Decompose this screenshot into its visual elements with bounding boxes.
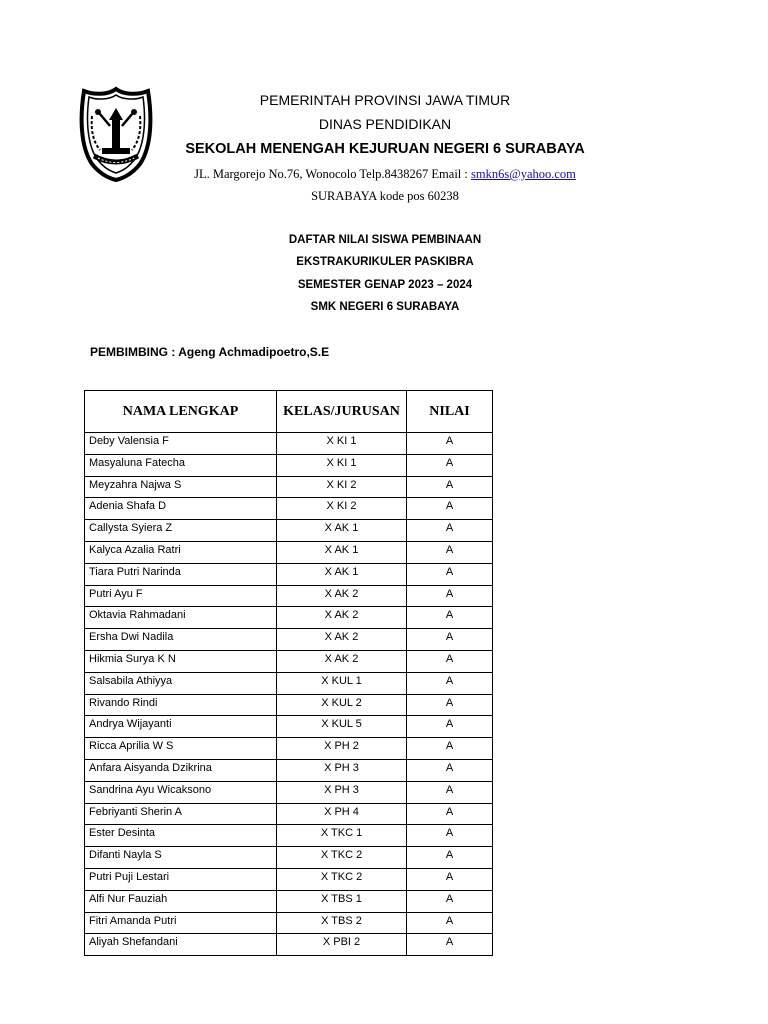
class-cell: X AK 1 bbox=[277, 541, 407, 563]
class-cell: X TKC 1 bbox=[277, 825, 407, 847]
grade-cell: A bbox=[407, 759, 493, 781]
class-cell: X PH 3 bbox=[277, 781, 407, 803]
grade-cell: A bbox=[407, 868, 493, 890]
class-cell: X TKC 2 bbox=[277, 847, 407, 869]
table-row bbox=[85, 912, 493, 934]
document-title-line-1: DAFTAR NILAI SISWA PEMBINAAN bbox=[288, 234, 482, 246]
class-cell: X KUL 2 bbox=[277, 694, 407, 716]
header-address bbox=[150, 167, 620, 182]
grade-cell: A bbox=[407, 607, 493, 629]
student-name-cell: Difanti Nayla S bbox=[85, 847, 277, 869]
student-name-cell: Fitri Amanda Putri bbox=[85, 912, 277, 934]
student-name-cell: Anfara Aisyanda Dzikrina bbox=[85, 759, 277, 781]
grade-cell: A bbox=[407, 912, 493, 934]
student-name-cell: Oktavia Rahmadani bbox=[85, 607, 277, 629]
grade-cell: A bbox=[407, 825, 493, 847]
table-row bbox=[85, 934, 493, 956]
student-name-cell: Meyzahra Najwa S bbox=[85, 476, 277, 498]
student-name-cell: Andrya Wijayanti bbox=[85, 716, 277, 738]
table-row bbox=[85, 585, 493, 607]
student-name-cell: Putri Ayu F bbox=[85, 585, 277, 607]
class-cell: X AK 2 bbox=[277, 585, 407, 607]
class-cell: X AK 1 bbox=[277, 520, 407, 542]
class-cell: X AK 2 bbox=[277, 650, 407, 672]
grade-cell: A bbox=[407, 716, 493, 738]
grade-cell: A bbox=[407, 541, 493, 563]
grade-cell: A bbox=[407, 520, 493, 542]
student-name-cell: Kalyca Azalia Ratri bbox=[85, 541, 277, 563]
email-link[interactable]: smkn6s@yahoo.com bbox=[471, 167, 576, 181]
grade-cell: A bbox=[407, 650, 493, 672]
grade-cell: A bbox=[407, 803, 493, 825]
student-name-cell: Febriyanti Sherin A bbox=[85, 803, 277, 825]
student-name-cell: Adenia Shafa D bbox=[85, 498, 277, 520]
table-row bbox=[85, 454, 493, 476]
grade-cell: A bbox=[407, 476, 493, 498]
document-title-line-3: SEMESTER GENAP 2023 – 2024 bbox=[297, 279, 473, 291]
table-row bbox=[85, 694, 493, 716]
student-name-cell: Masyaluna Fatecha bbox=[85, 454, 277, 476]
student-name-cell: Deby Valensia F bbox=[85, 433, 277, 455]
table-row bbox=[85, 716, 493, 738]
class-cell: X KI 1 bbox=[277, 433, 407, 455]
header-department-name: DINAS PENDIDIKAN bbox=[318, 116, 452, 132]
class-cell: X TBS 2 bbox=[277, 912, 407, 934]
class-cell: X TKC 2 bbox=[277, 868, 407, 890]
grades-table-body bbox=[85, 433, 493, 956]
table-row bbox=[85, 563, 493, 585]
grade-cell: A bbox=[407, 847, 493, 869]
table-row bbox=[85, 847, 493, 869]
table-row bbox=[85, 672, 493, 694]
table-row bbox=[85, 629, 493, 651]
table-row bbox=[85, 890, 493, 912]
table-row bbox=[85, 541, 493, 563]
student-name-cell: Ricca Aprilia W S bbox=[85, 738, 277, 760]
student-name-cell: Hikmia Surya K N bbox=[85, 650, 277, 672]
class-cell: X PBI 2 bbox=[277, 934, 407, 956]
grade-cell: A bbox=[407, 890, 493, 912]
grade-cell: A bbox=[407, 672, 493, 694]
class-cell: X AK 1 bbox=[277, 563, 407, 585]
student-name-cell: Putri Puji Lestari bbox=[85, 868, 277, 890]
class-cell: X KI 1 bbox=[277, 454, 407, 476]
grade-cell: A bbox=[407, 585, 493, 607]
table-row bbox=[85, 607, 493, 629]
table-row bbox=[85, 520, 493, 542]
table-row bbox=[85, 781, 493, 803]
student-name-cell: Ester Desinta bbox=[85, 825, 277, 847]
table-row bbox=[85, 825, 493, 847]
student-name-cell: Salsabila Athiyya bbox=[85, 672, 277, 694]
student-name-cell: Alfi Nur Fauziah bbox=[85, 890, 277, 912]
header-government-name: PEMERINTAH PROVINSI JAWA TIMUR bbox=[259, 92, 511, 108]
grade-cell: A bbox=[407, 433, 493, 455]
class-cell: X TBS 1 bbox=[277, 890, 407, 912]
grade-cell: A bbox=[407, 454, 493, 476]
class-cell: X PH 2 bbox=[277, 738, 407, 760]
class-cell: X KI 2 bbox=[277, 476, 407, 498]
class-cell: X AK 2 bbox=[277, 629, 407, 651]
class-cell: X PH 4 bbox=[277, 803, 407, 825]
class-cell: X KI 2 bbox=[277, 498, 407, 520]
class-cell: X PH 3 bbox=[277, 759, 407, 781]
student-name-cell: Callysta Syiera Z bbox=[85, 520, 277, 542]
header-address-text: JL. Margorejo No.76, Wonocolo Telp.8438267 Email : bbox=[194, 167, 471, 181]
province-emblem-icon bbox=[78, 86, 154, 182]
supervisor-label: PEMBIMBING : Ageng Achmadipoetro,S.E bbox=[90, 345, 330, 359]
table-row bbox=[85, 650, 493, 672]
table-row bbox=[85, 759, 493, 781]
student-name-cell: Ersha Dwi Nadila bbox=[85, 629, 277, 651]
grade-cell: A bbox=[407, 738, 493, 760]
table-row bbox=[85, 476, 493, 498]
student-name-cell: Aliyah Shefandani bbox=[85, 934, 277, 956]
column-header-class: KELAS/JURUSAN bbox=[277, 391, 407, 433]
table-row bbox=[85, 803, 493, 825]
document-title-line-2: EKSTRAKURIKULER PASKIBRA bbox=[296, 256, 474, 268]
class-cell: X KUL 5 bbox=[277, 716, 407, 738]
header-school-name: SEKOLAH MENENGAH KEJURUAN NEGERI 6 SURABAYA bbox=[185, 141, 585, 157]
table-row bbox=[85, 868, 493, 890]
grades-table bbox=[84, 390, 493, 956]
grade-cell: A bbox=[407, 781, 493, 803]
header-city-postal: SURABAYA kode pos 60238 bbox=[311, 189, 459, 203]
table-row bbox=[85, 433, 493, 455]
class-cell: X KUL 1 bbox=[277, 672, 407, 694]
grade-cell: A bbox=[407, 694, 493, 716]
student-name-cell: Tiara Putri Narinda bbox=[85, 563, 277, 585]
table-row bbox=[85, 738, 493, 760]
grade-cell: A bbox=[407, 498, 493, 520]
column-header-grade: NILAI bbox=[407, 391, 493, 433]
grade-cell: A bbox=[407, 629, 493, 651]
table-row bbox=[85, 498, 493, 520]
student-name-cell: Rivando Rindi bbox=[85, 694, 277, 716]
student-name-cell: Sandrina Ayu Wicaksono bbox=[85, 781, 277, 803]
grade-cell: A bbox=[407, 563, 493, 585]
grade-cell: A bbox=[407, 934, 493, 956]
table-header-row bbox=[85, 391, 493, 433]
column-header-name: NAMA LENGKAP bbox=[85, 391, 277, 433]
document-title-line-4: SMK NEGERI 6 SURABAYA bbox=[310, 301, 460, 313]
class-cell: X AK 2 bbox=[277, 607, 407, 629]
